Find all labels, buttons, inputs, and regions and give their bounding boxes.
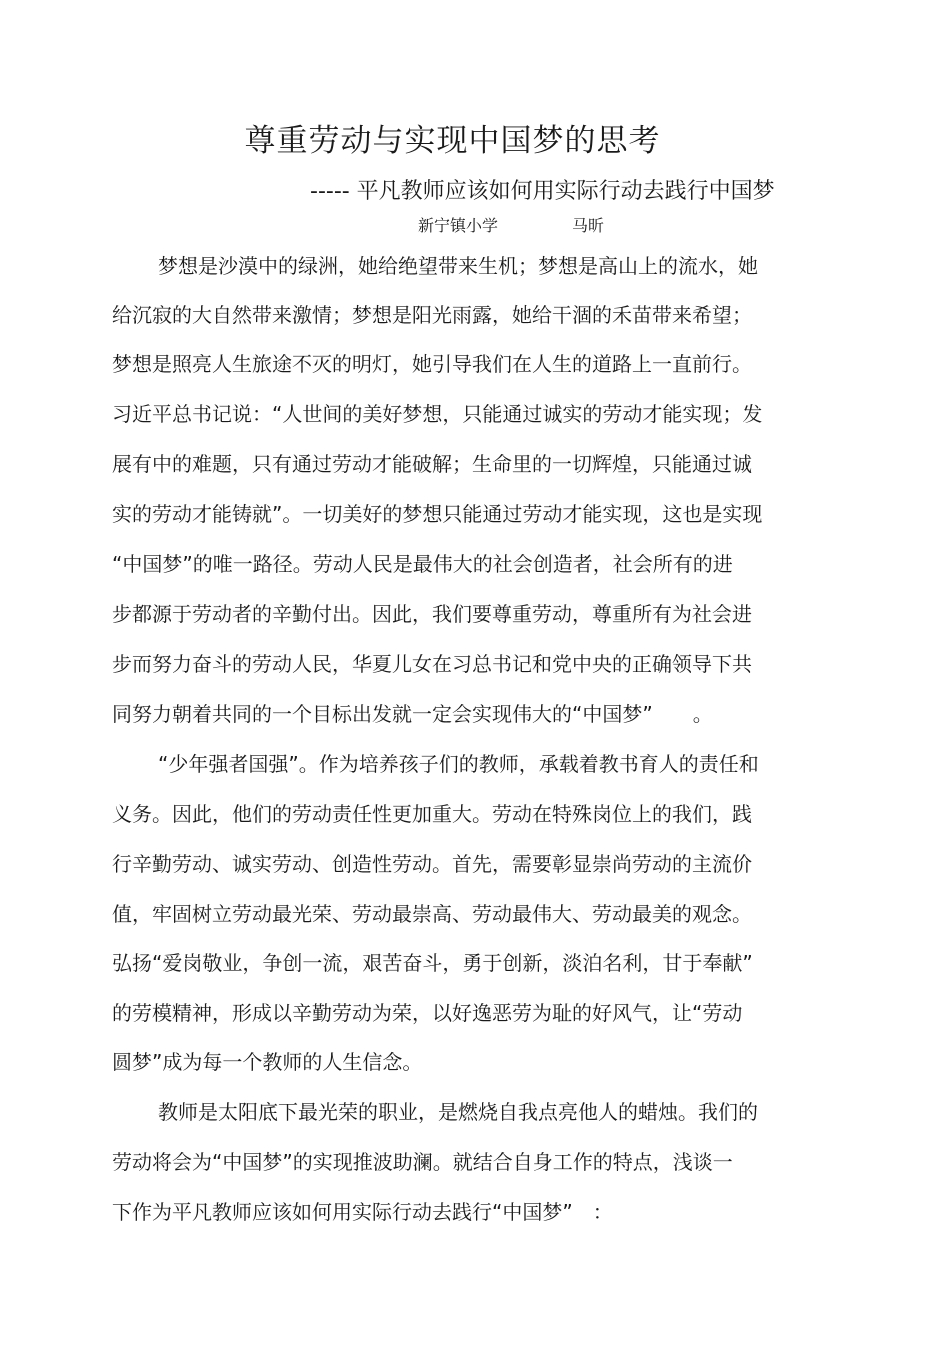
paragraph-2-line-1: “少年强者国强”。作为培养孩子们的教师，承载着教书育人的责任和 [158, 752, 759, 776]
paragraph-1-line-3: 梦想是照亮人生旅途不灭的明灯，她引导我们在人生的道路上一直前行。 [112, 352, 752, 376]
school-name: 新宁镇小学 [418, 216, 499, 235]
paragraph-2-line-3: 行辛勤劳动、诚实劳动、创造性劳动。首先，需要彰显崇尚劳动的主流价 [112, 852, 752, 876]
paragraph-1-line-2: 给沉寂的大自然带来激情；梦想是阳光雨露，她给干涸的禾苗带来希望； [112, 303, 752, 327]
paragraph-1-line-4: 习近平总书记说：“人世间的美好梦想，只能通过诚实的劳动才能实现；发 [112, 402, 763, 426]
paragraph-1-line-8: 步都源于劳动者的辛勤付出。因此，我们要尊重劳动，尊重所有为社会进 [112, 602, 752, 626]
paragraph-3-line-2: 劳动将会为“中国梦”的实现推波助澜。就结合自身工作的特点，浅谈一 [112, 1150, 733, 1174]
paragraph-1-line-7: “中国梦”的唯一路径。劳动人民是最伟大的社会创造者，社会所有的进 [112, 552, 733, 576]
paragraph-2-line-7: 圆梦”成为每一个教师的人生信念。 [112, 1050, 423, 1074]
paragraph-1-line-5: 展有中的难题，只有通过劳动才能破解；生命里的一切辉煌，只能通过诚 [112, 452, 752, 476]
paragraph-2-line-5: 弘扬“爱岗敬业，争创一流，艰苦奋斗，勇于创新，淡泊名利，甘于奉献” [112, 951, 753, 975]
paragraph-1-line-6: 实的劳动才能铸就”。一切美好的梦想只能通过劳动才能实现，这也是实现 [112, 502, 763, 526]
paragraph-3-line-3: 下作为平凡教师应该如何用实际行动去践行“中国梦” ： [112, 1200, 623, 1224]
paragraph-1-line-1: 梦想是沙漠中的绿洲，她给绝望带来生机；梦想是高山上的流水，她 [158, 254, 758, 278]
document-subtitle: ----- 平凡教师应该如何用实际行动去践行中国梦 [310, 179, 775, 204]
paragraph-2-line-2: 义务。因此，他们的劳动责任性更加重大。劳动在特殊岗位上的我们，践 [112, 802, 752, 826]
paragraph-2-line-4: 值，牢固树立劳动最光荣、劳动最崇高、劳动最伟大、劳动最美的观念。 [112, 902, 752, 926]
paragraph-3-line-1: 教师是太阳底下最光荣的职业，是燃烧自我点亮他人的蜡烛。我们的 [158, 1100, 758, 1124]
document-title: 尊重劳动与实现中国梦的思考 [244, 123, 661, 159]
author-name: 马昕 [572, 216, 605, 235]
paragraph-2-line-6: 的劳模精神，形成以辛勤劳动为荣，以好逸恶劳为耻的好风气，让“劳动 [112, 1001, 743, 1025]
paragraph-1-line-10: 同努力朝着共同的一个目标出发就一定会实现伟大的“中国梦” 。 [112, 702, 713, 726]
paragraph-1-line-9: 步而努力奋斗的劳动人民，华夏儿女在习总书记和党中央的正确领导下共 [112, 652, 752, 676]
